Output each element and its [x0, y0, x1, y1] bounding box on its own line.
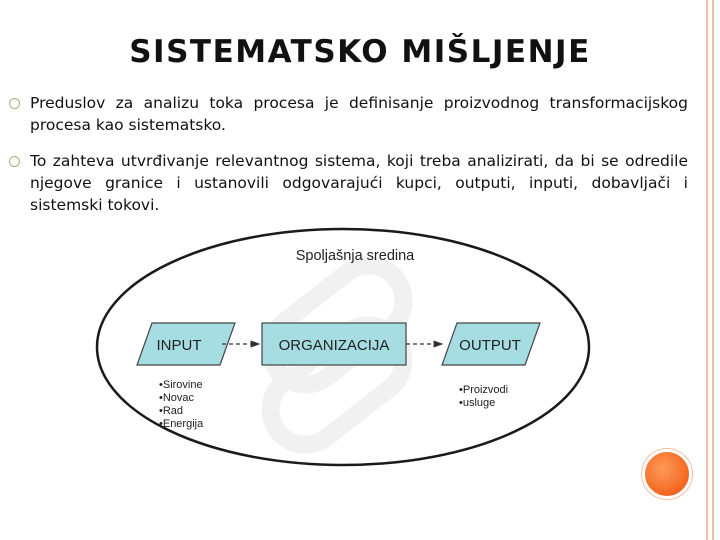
environment-label: Spoljašnja sredina — [295, 248, 415, 264]
bullet-text-1: Preduslov za analizu toka procesa je definisanje proizvodnog transformacijskog procesa kao sistematsko. — [30, 94, 688, 134]
input-item: •Energija — [159, 418, 204, 430]
slide-title: SISTEMATSKO MIŠLJENJE — [129, 34, 591, 70]
output-label: OUTPUT — [459, 337, 521, 354]
input-item: •Sirovine — [159, 379, 203, 391]
output-item: •usluge — [459, 397, 496, 409]
bullet-text-2: To zahteva utvrđivanje relevantnog sistema, koji treba analizirati, da bi se odredile njegove granice i ustanovili odgovarajući kupci, outputi, inputi, dobavljači i sistemski tokovi. — [30, 152, 688, 214]
input-item: •Rad — [159, 405, 184, 417]
input-item: •Novac — [159, 392, 195, 404]
input-label: INPUT — [156, 337, 202, 354]
organization-label: ORGANIZACIJA — [278, 337, 390, 354]
output-item: •Proizvodi — [459, 384, 509, 396]
